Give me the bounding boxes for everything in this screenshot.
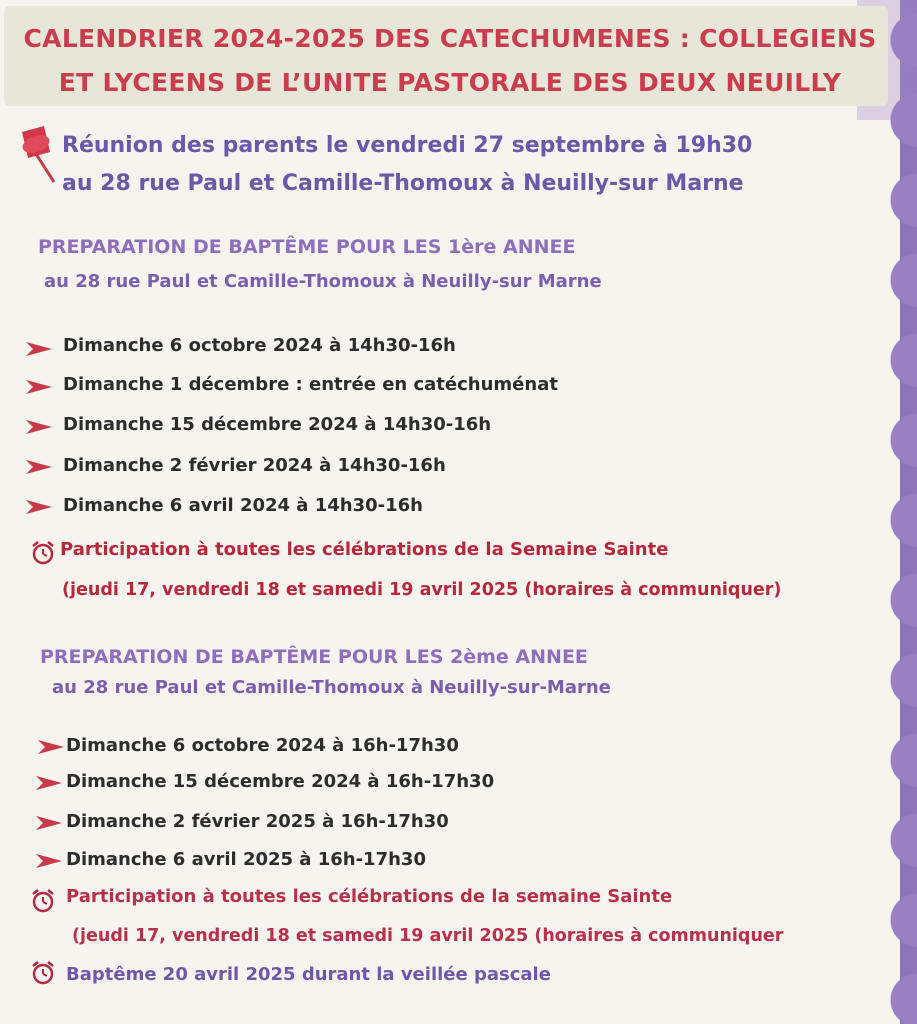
arrow-bullet-icon bbox=[34, 774, 64, 792]
arrow-bullet-icon bbox=[24, 458, 54, 476]
section2-date-3: Dimanche 2 février 2025 à 16h-17h30 bbox=[66, 811, 449, 832]
section1-date-1: Dimanche 6 octobre 2024 à 14h30-16h bbox=[63, 335, 456, 356]
section2-holy-week-line-2: (jeudi 17, vendredi 18 et samedi 19 avril 2025 (horaires à communiquer bbox=[72, 926, 784, 946]
section1-date-4: Dimanche 2 février 2024 à 14h30-16h bbox=[63, 455, 446, 476]
section2-address: au 28 rue Paul et Camille-Thomoux à Neuilly-sur-Marne bbox=[52, 677, 611, 698]
section1-holy-week-line-2: (jeudi 17, vendredi 18 et samedi 19 avril 2025 (horaires à communiquer) bbox=[62, 580, 782, 600]
section1-holy-week-line-1: Participation à toutes les célébrations de la Semaine Sainte bbox=[60, 539, 669, 560]
arrow-bullet-icon bbox=[24, 418, 54, 436]
arrow-bullet-icon bbox=[36, 738, 66, 756]
title-banner bbox=[4, 6, 888, 106]
section1-address: au 28 rue Paul et Camille-Thomoux à Neuilly-sur Marne bbox=[44, 271, 602, 292]
section1-date-3: Dimanche 15 décembre 2024 à 14h30-16h bbox=[63, 414, 492, 435]
section1-heading: PREPARATION DE BAPTÊME POUR LES 1ère ANNEE bbox=[38, 236, 576, 258]
decor-scalloped-edge bbox=[887, 0, 917, 1024]
parents-meeting-line-1: Réunion des parents le vendredi 27 septembre à 19h30 bbox=[62, 133, 753, 158]
section2-date-1: Dimanche 6 octobre 2024 à 16h-17h30 bbox=[66, 735, 459, 756]
section1-date-2: Dimanche 1 décembre : entrée en catéchuménat bbox=[63, 374, 558, 395]
parents-meeting-line-2: au 28 rue Paul et Camille-Thomoux à Neuilly-sur Marne bbox=[62, 171, 744, 196]
alarm-clock-icon bbox=[30, 960, 56, 986]
title-line-2: ET LYCEENS DE L’UNITE PASTORALE DES DEUX NEUILLY bbox=[58, 68, 842, 97]
arrow-bullet-icon bbox=[24, 498, 54, 516]
arrow-bullet-icon bbox=[24, 378, 54, 396]
alarm-clock-icon bbox=[30, 540, 56, 566]
section2-heading: PREPARATION DE BAPTÊME POUR LES 2ème ANNEE bbox=[40, 646, 588, 668]
section2-date-2: Dimanche 15 décembre 2024 à 16h-17h30 bbox=[66, 771, 495, 792]
arrow-bullet-icon bbox=[34, 814, 64, 832]
section2-date-4: Dimanche 6 avril 2025 à 16h-17h30 bbox=[66, 849, 426, 870]
pushpin-icon bbox=[14, 124, 62, 186]
arrow-bullet-icon bbox=[24, 340, 54, 358]
title-line-1: CALENDRIER 2024-2025 DES CATECHUMENES : COLLEGIENS bbox=[23, 24, 877, 53]
arrow-bullet-icon bbox=[34, 852, 64, 870]
alarm-clock-icon bbox=[30, 888, 56, 914]
section2-holy-week-line-1: Participation à toutes les célébrations de la semaine Sainte bbox=[66, 886, 673, 907]
section1-date-5: Dimanche 6 avril 2024 à 14h30-16h bbox=[63, 495, 423, 516]
section2-baptism-line: Baptême 20 avril 2025 durant la veillée pascale bbox=[66, 964, 551, 985]
